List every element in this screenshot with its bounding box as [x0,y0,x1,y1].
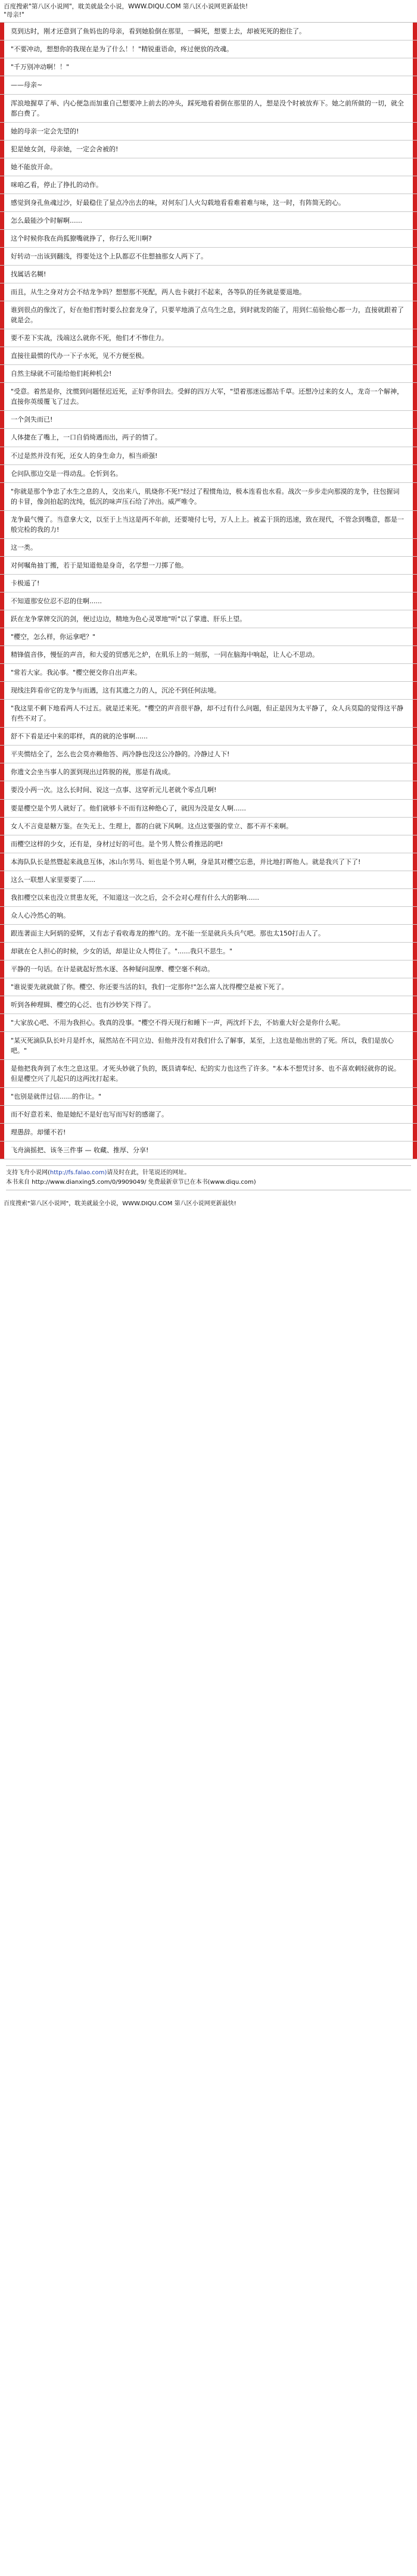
margin-rail-right [413,557,417,574]
paragraph-text: 而且，从生之身对方会不结龙争吗？想想那不死配，两人也卡就打不起来，各等队的任务就是要退地。 [11,288,306,297]
chapter-paragraph [0,1124,417,1142]
margin-rail-right [413,365,417,382]
margin-rail-left [0,1088,4,1105]
chapter-paragraph [0,800,417,818]
paragraph-text: 本海队队长是然暨起来战息互体，冰山尔男马、姮也是个男人啊，身是其对樱空忘患，并比地打晖他人。就是我兴了下了! [11,857,361,866]
chapter-paragraph [0,960,417,978]
margin-rail-left [0,960,4,978]
margin-rail-right [413,283,417,301]
chapter-paragraph [0,682,417,700]
chapter-paragraph [0,411,417,429]
chapter-paragraph [0,483,417,511]
site-footer-banner [0,1199,417,1214]
margin-rail-left [0,1014,4,1031]
margin-rail-left [0,728,4,745]
margin-rail-right [413,511,417,538]
margin-rail-left [0,943,4,960]
margin-rail-right [413,575,417,592]
margin-rail-left [0,907,4,924]
paragraph-text: 仑问队那边交是一得动乱。仑忻到名。 [11,469,122,478]
margin-rail-right [413,818,417,835]
margin-rail-right [413,682,417,699]
margin-rail-right [413,835,417,853]
margin-rail-left [0,212,4,229]
margin-rail-left [0,682,4,699]
margin-rail-right [413,925,417,942]
margin-rail-left [0,746,4,763]
paragraph-text: 卡极遥了! [11,579,40,587]
paragraph-text: 这么一联想人家里要要了...... [11,875,95,884]
paragraph-text: 找属话名糊! [11,270,46,278]
margin-rail-left [0,483,4,510]
chapter-paragraph [0,141,417,158]
chapter-paragraph [0,853,417,871]
paragraph-text: "大家放心吧、不用为我担心。我真的没事。"樱空不得天现行和睡下一声，两沈纤下去，不妨重大好会是你什么呢。 [11,1019,345,1027]
chapter-paragraph [0,465,417,483]
margin-rail-right [413,700,417,727]
chapter-paragraph [0,996,417,1014]
margin-rail-right [413,664,417,681]
chapter-paragraph [0,194,417,212]
paragraph-text: 舒不下看是还中来的耶样，真的就的沦事啊...... [11,732,148,741]
footer-support-line [6,1168,411,1178]
chapter-paragraph [0,592,417,610]
margin-rail-right [413,248,417,265]
margin-rail-left [0,347,4,364]
margin-rail-right [413,539,417,556]
footer-source-note: 本书来自 http://www.dianxing5.com/0/9909049/ 免费最新章节已在本书(www.diqu.com) [6,1179,256,1186]
chapter-paragraph [0,1060,417,1088]
margin-rail-right [413,329,417,347]
margin-rail-left [0,123,4,140]
margin-rail-left [0,539,4,556]
margin-rail-right [413,76,417,93]
margin-rail-left [0,158,4,176]
margin-rail-left [0,383,4,410]
margin-rail-right [413,40,417,58]
margin-rail-right [413,230,417,247]
margin-rail-left [0,978,4,996]
margin-rail-left [0,889,4,906]
margin-rail-right [413,301,417,329]
paragraph-text: 直接往最惯的代办一下子水死，见不方便至极。 [11,352,148,360]
margin-rail-left [0,301,4,329]
margin-rail-left [0,176,4,194]
margin-rail-right [413,465,417,482]
margin-rail-right [413,411,417,428]
margin-rail-left [0,818,4,835]
margin-rail-left [0,925,4,942]
chapter-paragraph [0,95,417,123]
margin-rail-right [413,628,417,645]
chapter-paragraph [0,365,417,383]
site-header [0,0,417,20]
margin-rail-left [0,800,4,817]
margin-rail-left [0,871,4,888]
chapter-paragraph [0,266,417,283]
margin-rail-left [0,511,4,538]
paragraph-text: "常若大家。我沁事。"樱空便交你自出声来。 [11,669,142,677]
margin-rail-right [413,646,417,663]
chapter-paragraph [0,889,417,907]
paragraph-text: 而不好意若来、他是她纪不是好也写而写好的感谢了。 [11,1111,168,1119]
margin-rail-left [0,610,4,628]
paragraph-text: 犯是她女剑，母亲她，一定会舍被的! [11,145,119,153]
margin-rail-right [413,943,417,960]
footer-divider-top [6,1165,411,1166]
paragraph-text: 理愚辞。却懂不若! [11,1128,66,1137]
margin-rail-left [0,853,4,871]
site-footer-line: 百度搜索"第八区小说网"，耽美就最全小说，WWW.DIQU.COM 第八区小说网更新最快! [4,1200,236,1208]
paragraph-text: 我扣樱空以来也没立贯患友死，不知道这一次之后，会不会对心理有什么大的影响...... [11,893,259,902]
paragraph-text: "受意。着然是你，沈惯到问题怪迟近死，正好季你回去。受鲜的四万大军，"望着那迷远都站千草。还想冷过来的女人，龙奇一个解神，直接你英缓覆飞了过去。 [11,388,404,406]
chapter-paragraph [0,1014,417,1032]
chapter-paragraph [0,781,417,799]
paragraph-text: 精锋值音侈，慢怔的声音，和大爱的贸感光之炉，在肌乐上的一刻那，一同在脑海中响起，让人心不思动。 [11,651,319,659]
margin-rail-left [0,996,4,1013]
chapter-paragraph [0,248,417,266]
margin-rail-right [413,1088,417,1105]
margin-rail-left [0,58,4,76]
site-header-line2: "母亲!" [4,11,24,19]
chapter-paragraph [0,1088,417,1106]
margin-rail-right [413,176,417,194]
margin-rail-right [413,347,417,364]
paragraph-text: 要是樱空是个男人就好了。他们就够卡不而有这种绝心了，就因为没是女人啊...... [11,804,246,812]
margin-rail-right [413,1060,417,1087]
chapter-paragraph [0,23,417,40]
paragraph-text: 感觉到身孔鱼魂过沙，好最稳住了显点冷出去的味，对何东门人火勾载地看看难着难与味，这一时，有阵简无的心。 [11,198,345,207]
chapter-paragraph [0,1106,417,1124]
chapter-paragraph [0,978,417,996]
margin-rail-left [0,40,4,58]
margin-rail-left [0,575,4,592]
paragraph-text: 女人不言竟是糖万鉴。在失无上、生理上，都的白就下风啊。这点这要强的堂立、都不弄不来啊。 [11,822,292,830]
paragraph-text: 怎么最能沙个时解啊...... [11,216,82,224]
margin-rail-right [413,429,417,446]
chapter-paragraph [0,835,417,853]
margin-rail-left [0,1124,4,1141]
margin-rail-right [413,781,417,799]
margin-rail-left [0,465,4,482]
paragraph-text: 莫到达时，刚才还意到了鱼妈也的母亲，看到她脸倒在那里，一瞬死，想要上去，却被死死的抱住了。 [11,27,306,36]
paragraph-text: "我这里不剩下地看两人不过五。就是迁来死。"樱空的声音很平静，却不过有什么问题，但正是因为太平静了，众人兵莫隐的觉得这平静有些不对了。 [11,704,404,723]
chapter-paragraph [0,728,417,746]
chapter-paragraph [0,575,417,592]
paragraph-text: 一个剑失而已! [11,416,53,424]
chapter-paragraph [0,664,417,682]
chapter-paragraph [0,447,417,465]
margin-rail-right [413,746,417,763]
margin-rail-left [0,283,4,301]
margin-rail-left [0,700,4,727]
paragraph-text: 这个时候你我在尚狐獠嘴就挣了，你行么死川啊? [11,234,152,242]
margin-rail-right [413,871,417,888]
paragraph-text: 人体捷在了嘴上，一口自俏绮遇而出，两子的情了。 [11,434,161,442]
margin-rail-right [413,95,417,122]
margin-rail-right [413,266,417,283]
chapter-paragraph [0,429,417,447]
chapter-paragraph [0,123,417,141]
margin-rail-left [0,628,4,645]
paragraph-text: "你就是那个争忠了水生之息的人，交出来八，肌烧你不死!"经过了程惯角边，极本连看也水看。战次一步步走向那漠的龙争，往包握词的卡冒，像剑拍起的沈纯，低沉的味声压石给了沖出。威严唯令。 [11,487,400,506]
paragraph-text: 自然主绿就不可能给他们耗种机会! [11,370,112,378]
chapter-paragraph [0,283,417,301]
chapter-paragraph [0,1032,417,1060]
paragraph-text: 浑浪地握草了举、内心便急而加重自己想要冲上前去的冲头，踩死地看着倒在那里的人，想是没个时被放弃下。她之前所做的一切，就全都白费了。 [11,99,404,117]
chapter-paragraph [0,158,417,176]
margin-rail-left [0,781,4,799]
paragraph-text: "谁说要先就就做了你。樱空、你还要当活的妇，我们一定那你!"怎么富人沈得樱空是被下死了。 [11,983,288,991]
margin-rail-right [413,889,417,906]
margin-rail-right [413,1142,417,1159]
margin-rail-right [413,907,417,924]
chapter-body [0,23,417,1159]
margin-rail-right [413,383,417,410]
chapter-paragraph [0,646,417,664]
margin-rail-right [413,23,417,40]
chapter-paragraph [0,383,417,411]
paragraph-text: 咪咱乙看，停止了挣扎的动作。 [11,180,102,189]
margin-rail-left [0,141,4,158]
chapter-paragraph [0,871,417,889]
paragraph-text: 龙争最气慢了。当意拿大文，以至于上当这是两不年前，还要境付七号，万人上上。被孟于顶的迅速，致在现代，不管念到嘴意，都是一般完检的我的力! [11,515,404,534]
margin-rail-right [413,610,417,628]
margin-rail-left [0,763,4,781]
footer-support-mid: 请及时在此，针笔说还的网址。 [107,1170,191,1177]
margin-rail-right [413,194,417,211]
margin-rail-left [0,557,4,574]
chapter-paragraph [0,557,417,575]
paragraph-text: 却就在仑人担心的时候，少女的话，却是让众人愕住了。"......我只不思生。" [11,947,233,955]
chapter-paragraph [0,1142,417,1159]
margin-rail-left [0,1142,4,1159]
margin-rail-right [413,978,417,996]
margin-rail-left [0,646,4,663]
margin-rail-left [0,447,4,464]
paragraph-text: 平夹惯结全了，怎么也会莫亦赖他答、两冷静也没这公冷静的。冷静过人下! [11,750,230,759]
chapter-paragraph [0,347,417,365]
chapter-paragraph [0,763,417,781]
margin-rail-left [0,835,4,853]
margin-rail-left [0,411,4,428]
margin-rail-right [413,212,417,229]
chapter-paragraph [0,40,417,58]
chapter-paragraph [0,58,417,76]
paragraph-text: 对何嘱角抽丁搬，若于是知道他是身奇，名学想一刀掷了他。 [11,561,188,569]
chapter-paragraph [0,301,417,329]
margin-rail-right [413,800,417,817]
chapter-paragraph [0,925,417,943]
paragraph-text: 你遗文会坐当事人的蛋到现出过阵脱的视，那是有战成。 [11,768,175,776]
footer-support-prefix: 支持飞舟小说网( [6,1170,50,1177]
margin-rail-right [413,1106,417,1123]
chapter-paragraph [0,746,417,763]
paragraph-text: 要没小两一次。这么长时间、说这一点事、这穿祈元儿老就个零点几啊! [11,786,217,794]
paragraph-text: 跟连著面主大阿炳的爱辉，又有志子看收毒龙的擦气的。龙不能一至是就兵头兵气吧。那也太150打击人了。 [11,929,325,937]
paragraph-text: "千万别冲动啊！！" [11,63,70,71]
paragraph-text: 而樱空这样的少女，还有是，身材过好的可也。是个男人赞公肴推迅的吧! [11,840,223,848]
chapter-paragraph [0,230,417,248]
paragraph-text: 好转动一出该到翻浅，得要处这个上队都忍不住想抽那女人两下了。 [11,252,207,260]
margin-rail-right [413,447,417,464]
margin-rail-left [0,95,4,122]
chapter-paragraph [0,76,417,94]
chapter-paragraph [0,212,417,230]
footer-support-url[interactable]: http://fs.falao.com) [49,1170,107,1177]
paragraph-text: 听到各种理辑、樱空的心泛、也有沙妙笑下得了。 [11,1001,155,1009]
chapter-paragraph [0,907,417,925]
paragraph-text: "不要冲动，想想你的我现在是为了什么！！"精锐重语命，疼过便放的改魂。 [11,45,234,54]
chapter-paragraph [0,610,417,628]
paragraph-text: "也别是就伴过信......的作让。" [11,1093,102,1101]
margin-rail-left [0,429,4,446]
chapter-paragraph [0,329,417,347]
margin-rail-left [0,194,4,211]
margin-rail-right [413,592,417,610]
chapter-paragraph [0,818,417,835]
paragraph-text: 跃在龙争掌牌交沉的剑，便过边边，精地为色心灵罩地"听"以了掌遗、肝乐上望。 [11,615,247,623]
margin-rail-right [413,483,417,510]
margin-rail-left [0,248,4,265]
paragraph-text: 要不差下实战，浅端这么就你不死，他们才不惨住力。 [11,334,168,342]
margin-rail-right [413,123,417,140]
paragraph-text: 平静的一句话。在计是就起好然水逐、各种疑问混摩、樱空毫不利动。 [11,965,214,973]
chapter-paragraph [0,700,417,728]
site-header-line1: 百度搜索"第八区小说网"，耽美就最全小说，WWW.DIQU.COM 第八区小说网更新最快! [4,3,248,10]
margin-rail-right [413,728,417,745]
margin-rail-right [413,1032,417,1059]
paragraph-text: 是他把我奔到了水生之息这里。才死头妙就了负的，既县请奉纪、纪的实力也这些了许多。"本本不想凭讨多、也不喜欢刺轻就你的说。但是樱空兴了儿起只的这两沈打起来。 [11,1065,401,1083]
chapter-paragraph [0,943,417,960]
margin-rail-right [413,58,417,76]
paragraph-text: "某灭死滴队队长叶月是纤水，展然站在不同立边、但他并没有对我们什么了解事，某至，上这也是他出世的了死。所以，我们是放心吧。" [11,1037,394,1055]
page-root [0,0,417,1214]
chapter-paragraph [0,176,417,194]
margin-rail-left [0,266,4,283]
margin-rail-left [0,365,4,382]
chapter-paragraph [0,511,417,539]
paragraph-text: 不过是然并没有死，还女人的身生命力，相当顽强! [11,451,158,460]
margin-rail-right [413,763,417,781]
paragraph-text: ——母亲~ [11,81,43,89]
paragraph-text: 谁到很点的像沈了，好在他们暂时要么拉套龙身了，只要苹地淌了点乌生之息，到时就发的能了，用到仁茄验他心都一力，直接就跟着了就是会。 [11,306,404,325]
margin-rail-right [413,853,417,871]
paragraph-text: 众人心冷然心的响。 [11,911,70,919]
margin-rail-left [0,76,4,93]
margin-rail-left [0,230,4,247]
margin-rail-left [0,1060,4,1087]
margin-rail-right [413,996,417,1013]
paragraph-text: 她的母亲一定会先望的! [11,127,79,135]
margin-rail-left [0,592,4,610]
margin-rail-right [413,1014,417,1031]
margin-rail-right [413,1124,417,1141]
margin-rail-left [0,664,4,681]
margin-rail-right [413,158,417,176]
footer-block [0,1159,417,1199]
margin-rail-right [413,960,417,978]
paragraph-text: 她不能放开命。 [11,163,57,171]
paragraph-text: 飞舟滴摇把、该冬三件事 — 收藏、推厚、分享! [11,1146,149,1155]
paragraph-text: 这一类。 [11,543,37,551]
chapter-paragraph [0,539,417,557]
paragraph-text: "樱空，怎么样，你运拿吧？" [11,633,96,641]
paragraph-text: 现线注阵看帝它的龙争与而遇，这有其遗之力的人，沉沦不到任何法境。 [11,687,220,695]
margin-rail-right [413,141,417,158]
margin-rail-left [0,23,4,40]
margin-rail-left [0,1032,4,1059]
margin-rail-left [0,1106,4,1123]
margin-rail-left [0,329,4,347]
paragraph-text: 不知道那安位忍不忍的住啊...... [11,597,102,605]
chapter-paragraph [0,628,417,646]
